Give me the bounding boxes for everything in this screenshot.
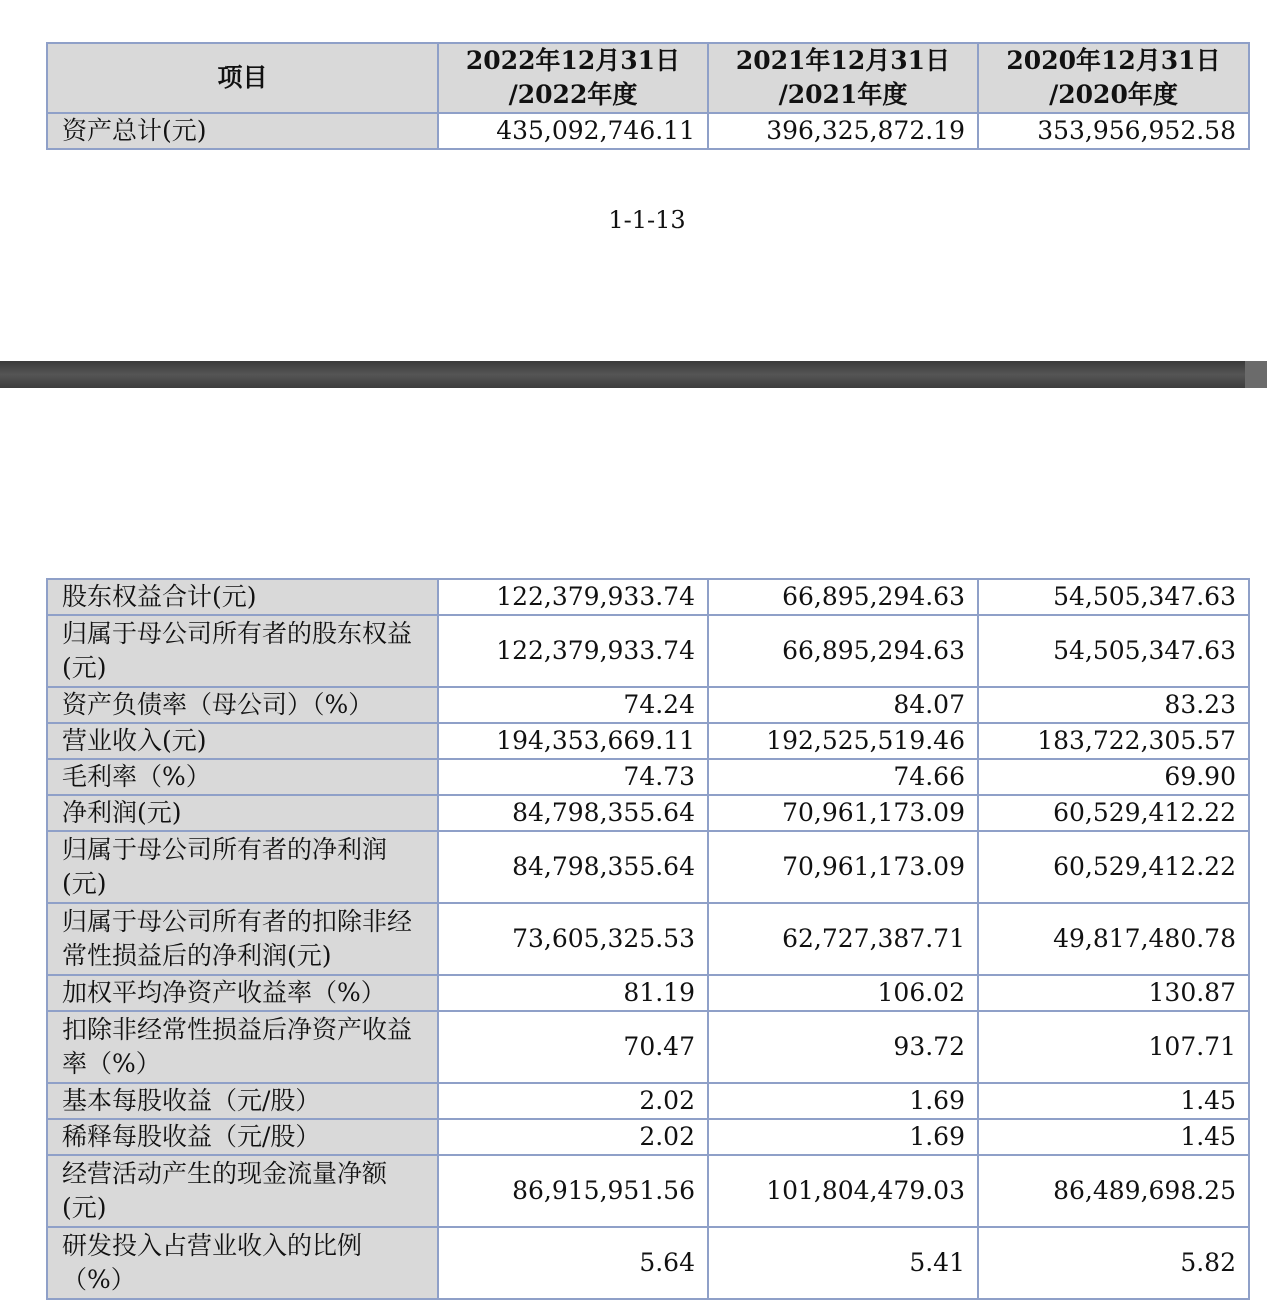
value-2020: 353,956,952.58 (978, 113, 1249, 149)
row-label: 资产负债率（母公司）（%） (47, 687, 438, 723)
table-row (47, 1227, 1249, 1299)
row-label: 稀释每股收益（元/股） (47, 1119, 438, 1155)
table-row (47, 723, 1249, 759)
value-2020: 130.87 (978, 975, 1249, 1011)
table-row (47, 1011, 1249, 1083)
page-number: 1-1-13 (608, 206, 686, 234)
value-2021: 1.69 (708, 1119, 978, 1155)
value-2022: 86,915,951.56 (438, 1155, 708, 1227)
financial-table-top (46, 42, 1250, 150)
header-2020-date: 2020年12月31日 (1006, 46, 1221, 75)
row-label: 毛利率（%） (47, 759, 438, 795)
value-2021: 5.41 (708, 1227, 978, 1299)
table-row (47, 687, 1249, 723)
value-2021: 62,727,387.71 (708, 903, 978, 975)
value-2020: 54,505,347.63 (978, 579, 1249, 615)
value-2022: 81.19 (438, 975, 708, 1011)
row-label: 归属于母公司所有者的股东权益(元) (47, 615, 438, 687)
row-label: 归属于母公司所有者的净利润(元) (47, 831, 438, 903)
row-label: 股东权益合计(元) (47, 579, 438, 615)
header-2022 (438, 43, 708, 113)
value-2020: 83.23 (978, 687, 1249, 723)
header-2021-year: /2021年度 (778, 80, 908, 109)
value-2020: 183,722,305.57 (978, 723, 1249, 759)
table-row (47, 1119, 1249, 1155)
value-2020: 107.71 (978, 1011, 1249, 1083)
value-2021: 66,895,294.63 (708, 579, 978, 615)
value-2022: 73,605,325.53 (438, 903, 708, 975)
row-label: 基本每股收益（元/股） (47, 1083, 438, 1119)
value-2021: 84.07 (708, 687, 978, 723)
table-row (47, 759, 1249, 795)
value-2021: 66,895,294.63 (708, 615, 978, 687)
row-label: 营业收入(元) (47, 723, 438, 759)
value-2021: 1.69 (708, 1083, 978, 1119)
table-row (47, 579, 1249, 615)
value-2022: 435,092,746.11 (438, 113, 708, 149)
row-label: 归属于母公司所有者的扣除非经常性损益后的净利润(元) (47, 903, 438, 975)
value-2022: 2.02 (438, 1083, 708, 1119)
table-row (47, 1155, 1249, 1227)
value-2022: 84,798,355.64 (438, 831, 708, 903)
value-2020: 60,529,412.22 (978, 795, 1249, 831)
value-2020: 5.82 (978, 1227, 1249, 1299)
header-2022-year: /2022年度 (508, 80, 638, 109)
value-2020: 1.45 (978, 1119, 1249, 1155)
value-2020: 69.90 (978, 759, 1249, 795)
value-2020: 1.45 (978, 1083, 1249, 1119)
value-2022: 74.24 (438, 687, 708, 723)
value-2020: 86,489,698.25 (978, 1155, 1249, 1227)
table-row (47, 615, 1249, 687)
value-2021: 74.66 (708, 759, 978, 795)
value-2021: 93.72 (708, 1011, 978, 1083)
financial-table-bottom (46, 578, 1250, 1300)
row-label: 扣除非经常性损益后净资产收益率（%） (47, 1011, 438, 1083)
table-row (47, 903, 1249, 975)
value-2022: 84,798,355.64 (438, 795, 708, 831)
row-label: 净利润(元) (47, 795, 438, 831)
value-2022: 122,379,933.74 (438, 579, 708, 615)
header-2022-date: 2022年12月31日 (465, 46, 681, 75)
value-2022: 74.73 (438, 759, 708, 795)
value-2021: 192,525,519.46 (708, 723, 978, 759)
header-2021 (708, 43, 978, 113)
row-label: 加权平均净资产收益率（%） (47, 975, 438, 1011)
header-2020-year: /2020年度 (1049, 80, 1178, 109)
header-row (47, 43, 1249, 113)
value-2021: 396,325,872.19 (708, 113, 978, 149)
value-2022: 2.02 (438, 1119, 708, 1155)
value-2021: 106.02 (708, 975, 978, 1011)
page-divider (0, 361, 1267, 388)
value-2022: 5.64 (438, 1227, 708, 1299)
table-row (47, 113, 1249, 149)
value-2020: 60,529,412.22 (978, 831, 1249, 903)
table-row (47, 795, 1249, 831)
value-2021: 101,804,479.03 (708, 1155, 978, 1227)
header-2020 (978, 43, 1249, 113)
value-2021: 70,961,173.09 (708, 831, 978, 903)
table-row (47, 831, 1249, 903)
value-2022: 122,379,933.74 (438, 615, 708, 687)
value-2022: 70.47 (438, 1011, 708, 1083)
table-row (47, 975, 1249, 1011)
value-2022: 194,353,669.11 (438, 723, 708, 759)
header-item: 项目 (47, 43, 438, 113)
value-2020: 54,505,347.63 (978, 615, 1249, 687)
row-label: 经营活动产生的现金流量净额(元) (47, 1155, 438, 1227)
header-2021-date: 2021年12月31日 (735, 46, 951, 75)
table-row (47, 1083, 1249, 1119)
value-2021: 70,961,173.09 (708, 795, 978, 831)
row-label: 资产总计(元) (47, 113, 438, 149)
row-label: 研发投入占营业收入的比例（%） (47, 1227, 438, 1299)
value-2020: 49,817,480.78 (978, 903, 1249, 975)
